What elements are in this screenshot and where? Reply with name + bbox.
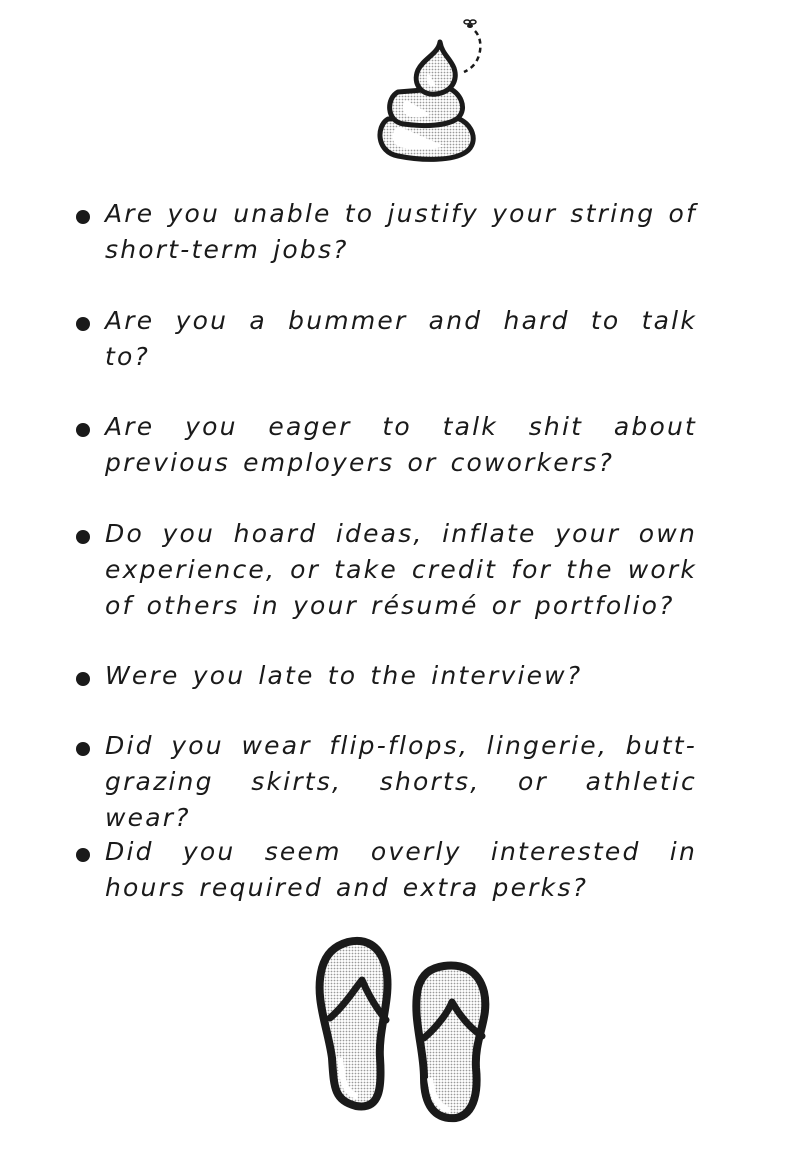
list-item-text: Are you a bummer and hard to talk to? bbox=[105, 306, 697, 371]
flip-flops-icon bbox=[300, 928, 500, 1128]
list-item-text: Were you late to the interview? bbox=[105, 661, 583, 690]
bullet-icon bbox=[76, 530, 90, 544]
list-item-text: Are you unable to justify your string of short-term jobs? bbox=[105, 199, 697, 264]
right-flip-flop bbox=[416, 966, 485, 1119]
bullet-icon bbox=[76, 742, 90, 756]
list-item-text: Do you hoard ideas, inflate your own experience, or take credit for the work of others in your résumé or portfolio? bbox=[105, 519, 697, 620]
bullet-icon bbox=[76, 317, 90, 331]
poop-with-fly-illustration bbox=[368, 14, 498, 164]
flip-flops-illustration bbox=[300, 928, 500, 1128]
bullet-icon bbox=[76, 672, 90, 686]
list-item-text: Did you seem overly interested in hours required and extra perks? bbox=[105, 837, 697, 902]
fly-icon bbox=[464, 20, 480, 72]
list-item-text: Did you wear flip-flops, lingerie, butt-grazing skirts, shorts, or athletic wear? bbox=[105, 731, 697, 832]
poop-icon bbox=[368, 14, 498, 164]
list-item-text: Are you eager to talk shit about previous employers or coworkers? bbox=[105, 412, 697, 477]
left-flip-flop bbox=[320, 941, 388, 1107]
bullet-icon bbox=[76, 848, 90, 862]
bullet-icon bbox=[76, 210, 90, 224]
bullet-icon bbox=[76, 423, 90, 437]
